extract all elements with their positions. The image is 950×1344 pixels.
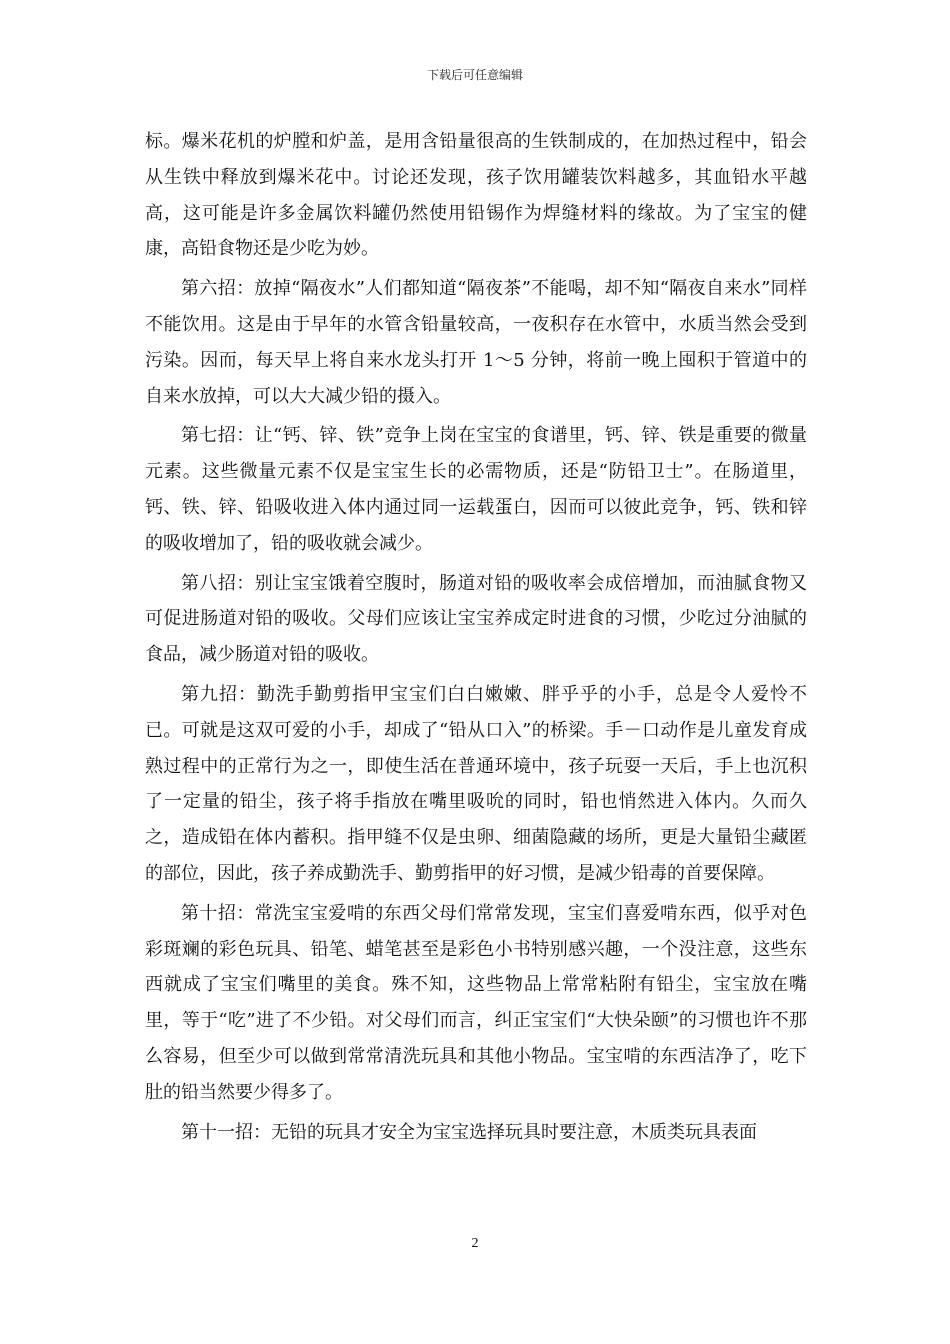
page-number: 2 <box>471 1236 479 1251</box>
paragraph: 第十招：常洗宝宝爱啃的东西父母们常常发现，宝宝们喜爱啃东西，似乎对色彩斑斓的彩色玩具、铅笔、蜡笔甚至是彩色小书特别感兴趣，一个没注意，这些东西就成了宝宝们嘴里的美食。殊不知，这些物品上常常粘附有铅尘，宝宝放在嘴里，等于“吃”进了不少铅。对父母们而言，纠正宝宝们“大快朵颐”的习惯也许不那么容易，但至少可以做到常常清洗玩具和其他小物品。宝宝啃的东西洁净了，吃下肚的铅当然要少得多了。 <box>145 902 807 1103</box>
page-header: 下载后可任意编辑 <box>426 68 523 82</box>
paragraph: 标。爆米花机的炉膛和炉盖，是用含铅量很高的生铁制成的，在加热过程中，铅会从生铁中释放到爆米花中。讨论还发现，孩子饮用罐装饮料越多，其血铅水平越高，这可能是许多金属饮料罐仍然使用铅锡作为焊缝材料的缘故。为了宝宝的健康，高铅食物还是少吃为妙。 <box>145 131 807 260</box>
paragraph: 第十一招：无铅的玩具才安全为宝宝选择玩具时要注意，木质类玩具表面 <box>181 1121 757 1143</box>
paragraph: 第八招：别让宝宝饿着空腹时，肠道对铅的吸收率会成倍增加，而油腻食物又可促进肠道对铅的吸收。父母们应该让宝宝养成定时进食的习惯，少吃过分油腻的食品，减少肠道对铅的吸收。 <box>145 572 807 666</box>
paragraph: 第六招：放掉“隔夜水”人们都知道“隔夜茶”不能喝，却不知“隔夜自来水”同样不能饮用。这是由于早年的水管含铅量较高，一夜积存在水管中，水质当然会受到污染。因而，每天早上将自来水龙头打开 1～5 分钟，将前一晚上囤积于管道中的自来水放掉，可以大大减少铅的摄入。 <box>145 278 807 407</box>
paragraph: 第九招：勤洗手勤剪指甲宝宝们白白嫩嫩、胖乎乎的小手，总是令人爱怜不已。可就是这双可爱的小手，却成了“铅从口入”的桥梁。手－口动作是儿童发育成熟过程中的正常行为之一，即使生活在普通环境中，孩子玩耍一天后，手上也沉积了一定量的铅尘，孩子将手指放在嘴里吸吮的同时，铅也悄然进入体内。久而久之，造成铅在体内蓄积。指甲缝不仅是虫卵、细菌隐藏的场所，更是大量铅尘藏匿的部位，因此，孩子养成勤洗手、勤剪指甲的好习惯，是减少铅毒的首要保障。 <box>145 683 807 884</box>
body-text <box>145 124 807 1154</box>
paragraph: 第七招：让“钙、锌、铁”竞争上岗在宝宝的食谱里，钙、锌、铁是重要的微量元素。这些微量元素不仅是宝宝生长的必需物质，还是“防铅卫士”。在肠道里，钙、铁、锌、铅吸收进入体内通过同一运载蛋白，因而可以彼此竞争，钙、铁和锌的吸收增加了，铅的吸收就会减少。 <box>145 425 807 554</box>
